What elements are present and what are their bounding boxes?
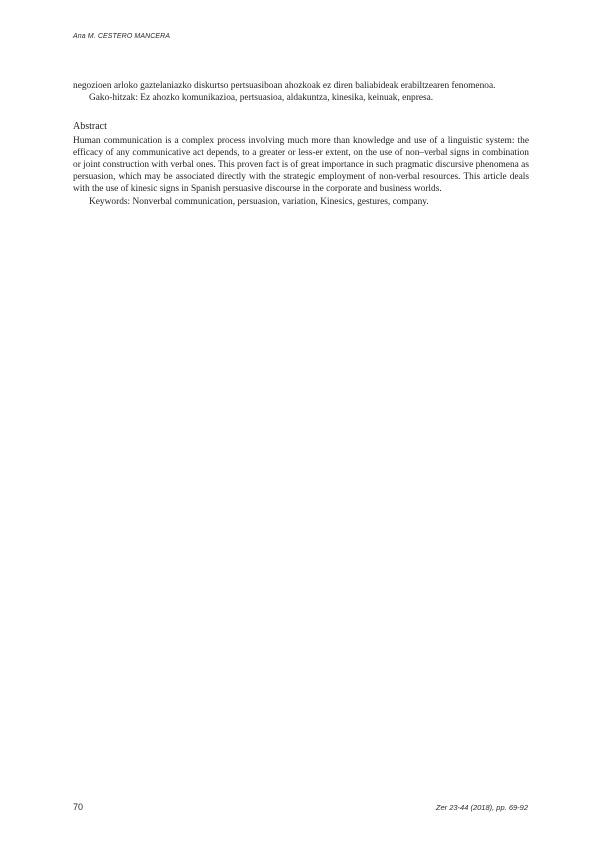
abstract-keywords: Keywords: Nonverbal communication, persuasion, variation, Kinesics, gestures, company. [89,196,429,207]
page-number: 70 [73,802,84,812]
abstract-body: Human communication is a complex process involving much more than knowledge and use of a linguistic system: the efficacy of any communicative act depends, to a greater or less-er extent, on the use of non–verbal signs in combination or joint construction with verbal ones. This proven fact is of great importance in such pragmatic discursive phenomena as persuasion, which may be associated directly with the strategic employment of non-verbal resources. This article deals with the use of kinesic signs in Spanish persuasive discourse in the corporate and business worlds. [73,135,529,195]
journal-reference: Zer 23-44 (2018), pp. 69-92 [435,803,528,812]
abstract-heading: Abstract [73,121,107,133]
page-body [73,80,529,208]
running-head: Ana M. CESTERO MANCERA [73,33,171,40]
basque-keywords: Gako-hitzak: Ez ahozko komunikazioa, pertsuasioa, aldakuntza, kinesika, keinuak, enpresa. [89,93,434,104]
basque-paragraph-end: negozioen arloko gaztelaniazko diskurtso pertsuasiboan ahozkoak ez diren baliabideak erabiltzearen fenomenoa. [73,81,496,91]
